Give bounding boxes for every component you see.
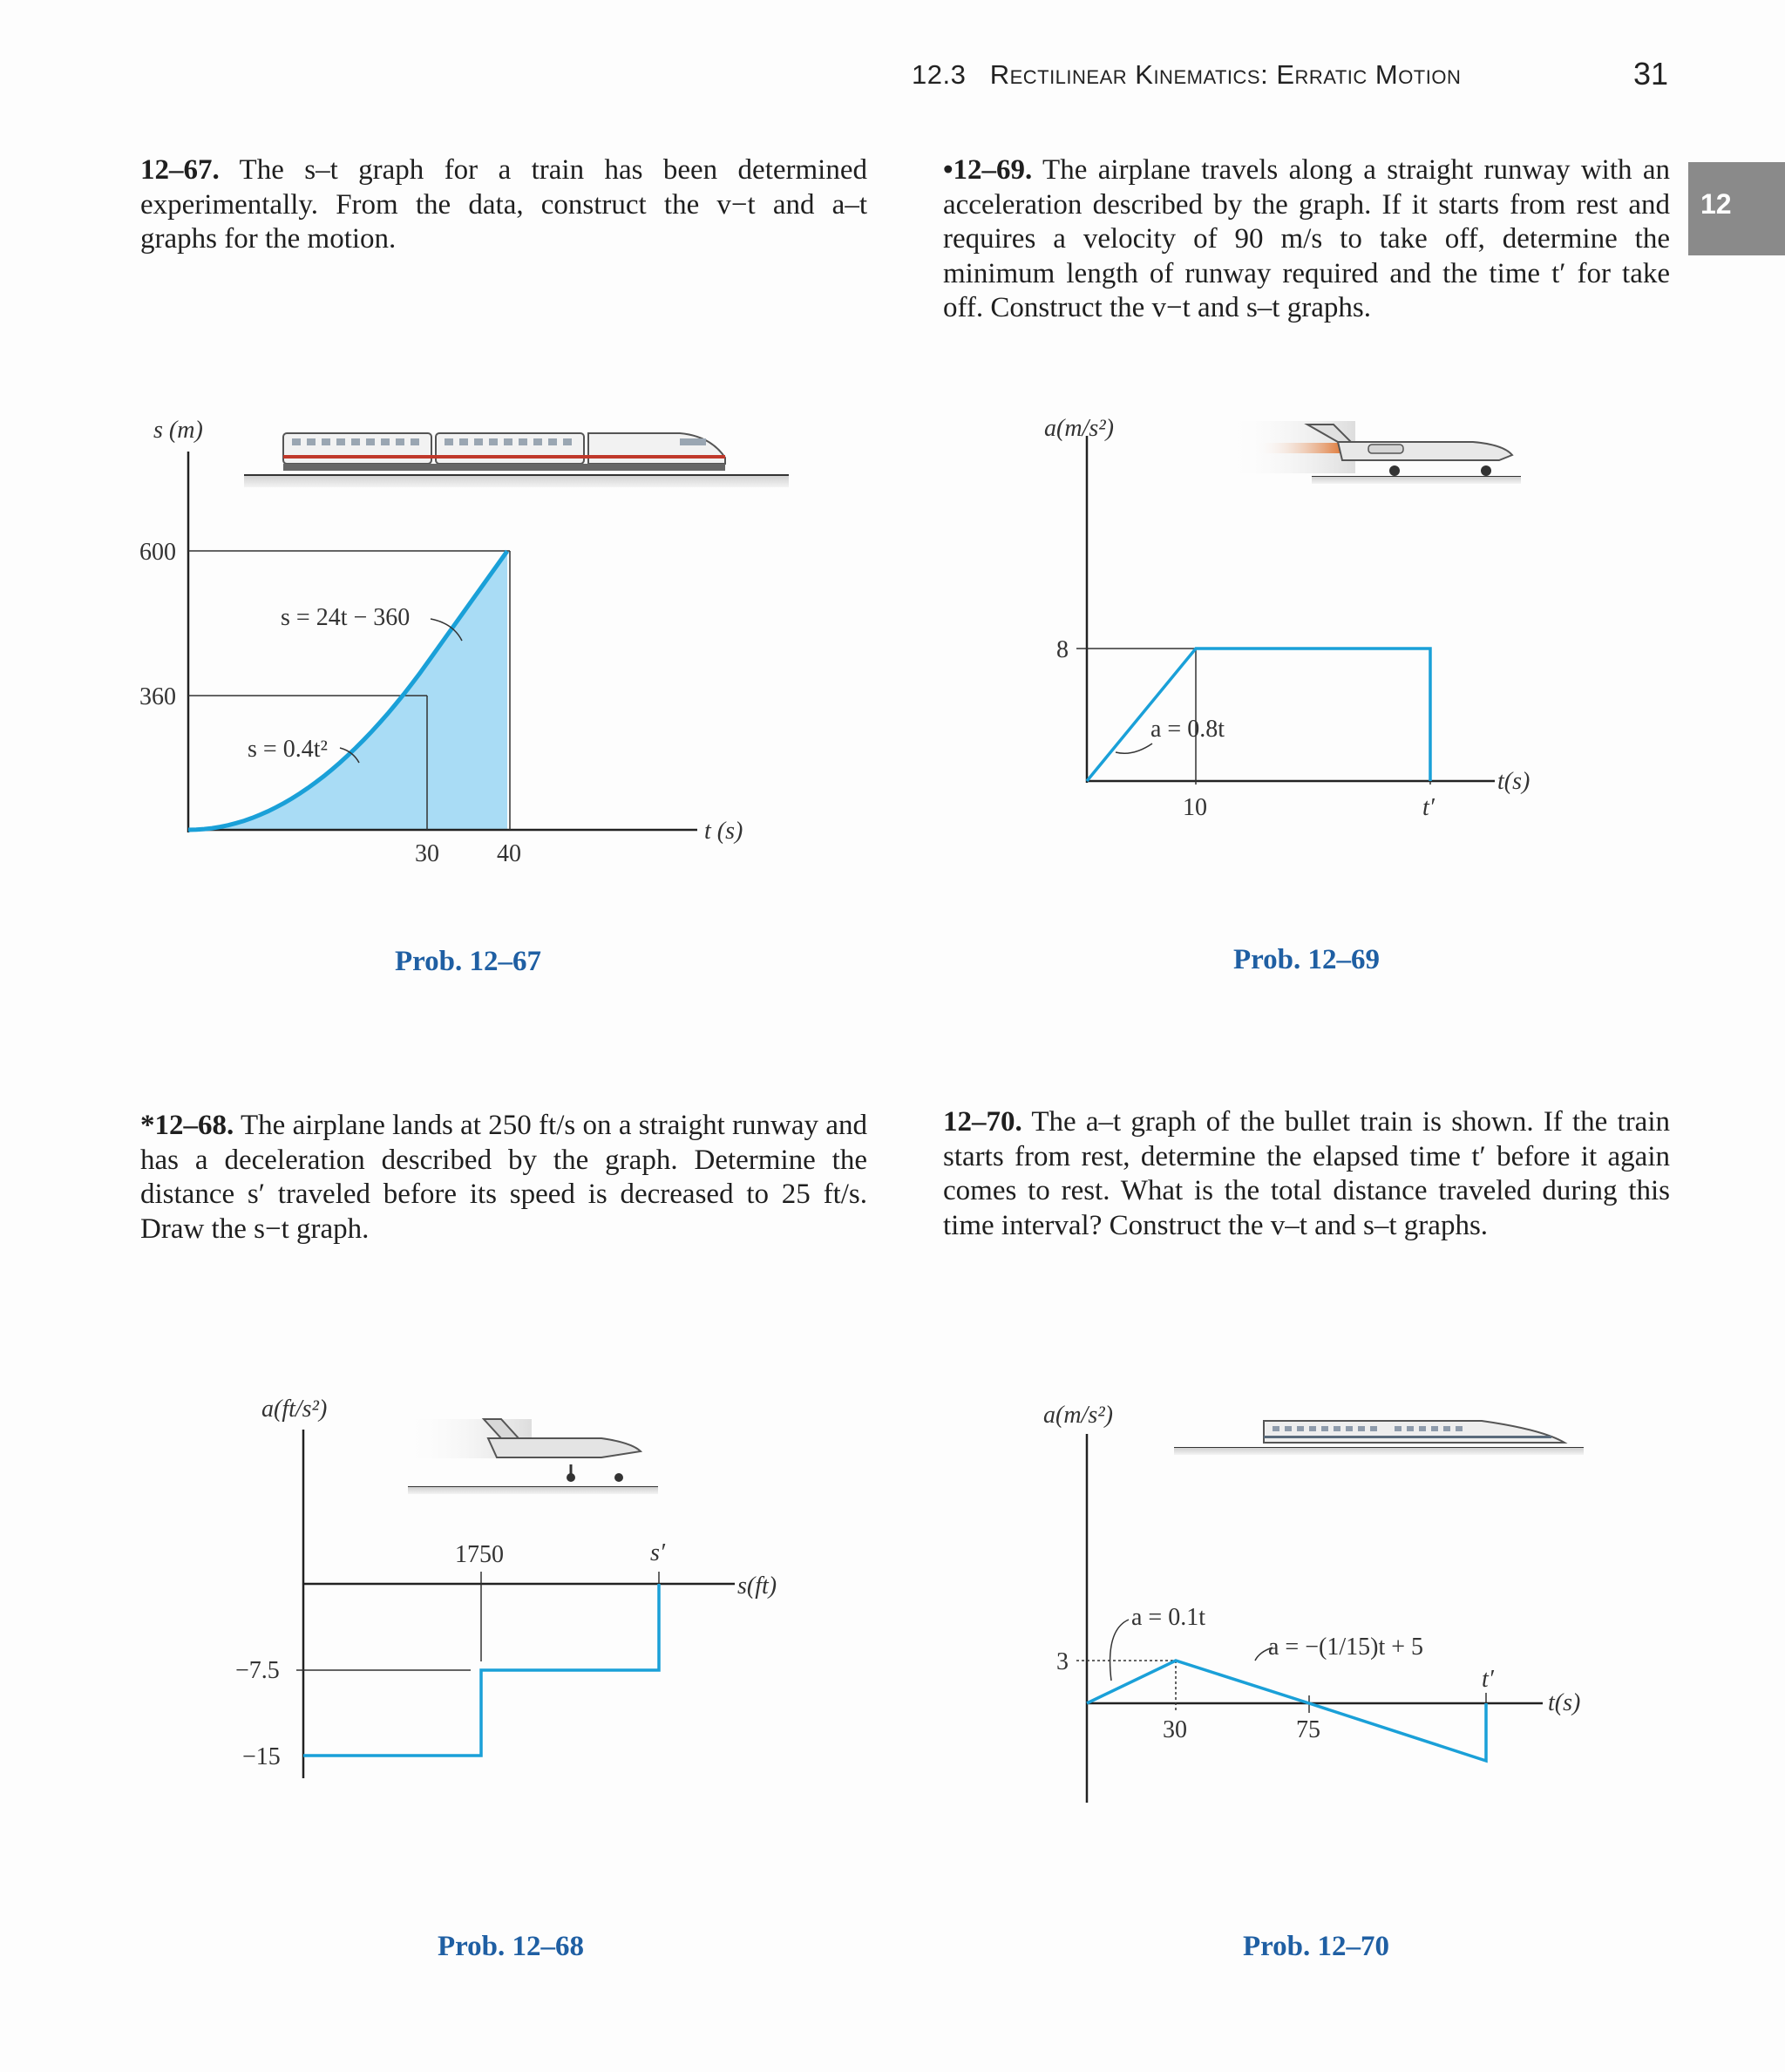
y-axis-label: a(ft/s²) [261, 1396, 328, 1423]
figure-12-68 [235, 1396, 777, 1778]
a-t-curve [1087, 1661, 1486, 1761]
x-tick-1750: 1750 [455, 1541, 504, 1568]
equation-right: a = −(1/15)t + 5 [1268, 1634, 1424, 1661]
y-tick-8: 8 [1056, 636, 1069, 663]
problem-body: The a–t graph of the bullet train is shown. If the train starts from rest, determine the elapsed time t′ before it again comes to rest. What is the total distance traveled during this time interval? Construct the v–t and s–t graphs. [943, 1106, 1670, 1241]
problem-number: 12–70. [943, 1106, 1022, 1138]
x-axis-label: s(ft) [737, 1573, 777, 1600]
x-tick-tprime: t′ [1422, 794, 1435, 821]
page-number: 31 [1633, 56, 1669, 92]
caption-12-69: Prob. 12–69 [1232, 944, 1381, 975]
jet-illustration [1225, 421, 1521, 484]
caption-12-70: Prob. 12–70 [1242, 1931, 1390, 1962]
y-tick-3: 3 [1056, 1648, 1069, 1675]
leader [1116, 744, 1152, 753]
x-axis-label: t(s) [1548, 1689, 1581, 1716]
equation: a = 0.8t [1150, 716, 1225, 743]
problem-body: The airplane travels along a straight runway with an acceleration described by the graph. If it starts from rest and requires a velocity of 90 m/s to take off, determine the minimum length of runway required and the time t′ for take off. Construct the v−t and s–t graphs. [943, 154, 1670, 323]
problem-body: The airplane lands at 250 ft/s on a straight runway and has a deceleration described by the graph. Determine the distance s′ traveled before its speed is decreased to 25 ft/s. Draw the s−t graph. [140, 1110, 867, 1245]
problem-number: *12–68. [140, 1110, 234, 1141]
a-t-curve [1087, 649, 1430, 781]
x-tick-sprime: s′ [650, 1539, 666, 1566]
y-tick-360: 360 [139, 683, 176, 710]
figure-12-67 [139, 417, 789, 867]
problem-number: •12–69. [943, 154, 1033, 186]
y-tick-7-5: −7.5 [235, 1657, 280, 1684]
equation-left: a = 0.1t [1131, 1604, 1205, 1631]
x-tick-75: 75 [1296, 1716, 1320, 1743]
x-axis-label: t(s) [1497, 768, 1530, 795]
y-axis-label: a(m/s²) [1043, 1402, 1113, 1429]
chapter-tab: 12 [1688, 162, 1785, 255]
equation-upper: s = 24t − 360 [281, 604, 411, 631]
caption-12-67: Prob. 12–67 [394, 946, 542, 977]
x-tick-30: 30 [1163, 1716, 1187, 1743]
x-tick-30: 30 [415, 840, 439, 867]
y-tick-15: −15 [242, 1743, 281, 1770]
x-tick-40: 40 [497, 840, 521, 867]
train-illustration [244, 433, 789, 487]
x-tick-tprime: t′ [1482, 1666, 1494, 1693]
figure-12-69 [1044, 415, 1530, 821]
y-axis-label: a(m/s²) [1044, 415, 1114, 442]
leader-left [1110, 1620, 1129, 1681]
bullet-train-illustration [1174, 1421, 1584, 1455]
y-tick-600: 600 [139, 539, 176, 566]
area-under-curve [188, 551, 507, 830]
plane-illustration [401, 1419, 658, 1494]
problem-body: The s–t graph for a train has been determined experimentally. From the data, construct the v−t and a–t graphs for the motion. [140, 154, 867, 255]
section-number: 12.3 [912, 59, 967, 90]
caption-12-68: Prob. 12–68 [437, 1931, 585, 1962]
problem-number: 12–67. [140, 154, 220, 186]
x-axis-label: t (s) [704, 818, 743, 845]
section-title: Rectilinear Kinematics: Erratic Motion [989, 59, 1462, 90]
figure-12-70 [1043, 1402, 1584, 1803]
x-tick-10: 10 [1183, 794, 1207, 821]
equation-lower: s = 0.4t² [248, 736, 328, 763]
y-axis-label: s (m) [153, 417, 203, 444]
